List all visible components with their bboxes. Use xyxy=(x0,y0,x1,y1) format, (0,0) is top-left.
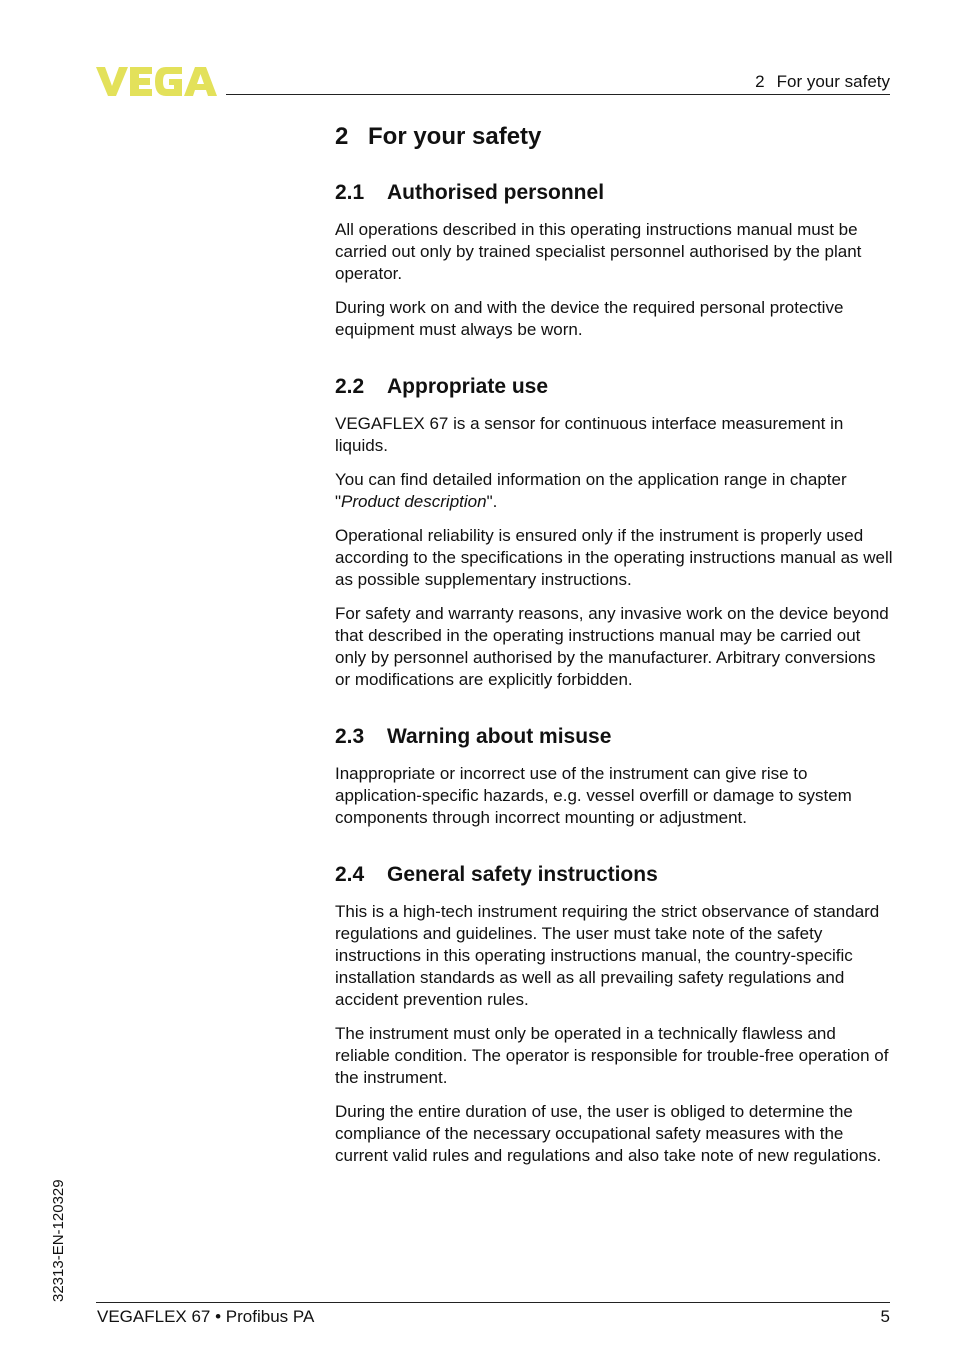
section-number: 2.3 xyxy=(335,725,365,748)
section-warning-misuse xyxy=(335,723,895,829)
section-number: 2.4 xyxy=(335,863,365,886)
section-heading xyxy=(335,723,895,751)
paragraph-text: You can find detailed information on the application range in chapter " xyxy=(335,470,847,511)
paragraph: Operational reliability is ensured only if the instrument is properly used according to the specifications in the operating instructions manual as well as possible supplementary instructions. xyxy=(335,526,893,589)
paragraph: During work on and with the device the required personal protective equipment must always be worn. xyxy=(335,298,844,339)
section-number: 2.1 xyxy=(335,181,365,204)
vega-logo xyxy=(96,66,220,97)
paragraph: VEGAFLEX 67 is a sensor for continuous interface measurement in liquids. xyxy=(335,414,844,455)
section-title: General safety instructions xyxy=(387,863,658,886)
document-code: 32313-EN-120329 xyxy=(50,1179,67,1302)
paragraph: For safety and warranty reasons, any invasive work on the device beyond that described in the operating instructions manual may be carried out only by personnel authorised by the manufacturer. Arbitrary conversions or modifications are explicitly forbidden. xyxy=(335,604,889,689)
chapter-title: For your safety xyxy=(368,123,542,150)
header-rule xyxy=(226,94,890,95)
paragraph: The instrument must only be operated in a technically flawless and reliable condition. The operator is responsible for trouble-free operation of the instrument. xyxy=(335,1024,889,1087)
page-content xyxy=(335,120,895,1199)
paragraph-text: ". xyxy=(486,492,498,511)
chapter-number: 2 xyxy=(335,123,349,150)
paragraph: During the entire duration of use, the user is obliged to determine the compliance of the necessary occupational safety measures with the current valid rules and regulations and also take note of new regulations. xyxy=(335,1102,882,1165)
chapter-heading xyxy=(335,120,895,154)
header-chapter-number: 2 xyxy=(755,72,765,91)
section-number: 2.2 xyxy=(335,375,365,398)
page-number: 5 xyxy=(880,1307,890,1326)
chapter-reference: Product description xyxy=(341,492,487,511)
footer-rule xyxy=(96,1302,890,1303)
running-header xyxy=(755,72,890,92)
section-title: Appropriate use xyxy=(387,375,549,398)
section-heading xyxy=(335,373,895,401)
footer-product: VEGAFLEX 67 • Profibus PA xyxy=(97,1307,315,1326)
header-chapter-title: For your safety xyxy=(776,72,890,91)
section-title: Warning about misuse xyxy=(387,725,612,748)
section-title: Authorised personnel xyxy=(387,181,605,204)
paragraph: All operations described in this operating instructions manual must be carried out only by trained specialist personnel authorised by the plant operator. xyxy=(335,220,862,283)
paragraph: Inappropriate or incorrect use of the instrument can give rise to application-specific hazards, e.g. vessel overfill or damage to system components through incorrect mounting or adjustment. xyxy=(335,764,852,827)
section-heading xyxy=(335,861,895,889)
section-authorised-personnel xyxy=(335,179,895,341)
section-heading xyxy=(335,179,895,207)
paragraph xyxy=(335,469,895,513)
paragraph: This is a high-tech instrument requiring the strict observance of standard regulations and guidelines. The user must take note of the safety instructions in this operating instructions manual, the country-specific installation standards as well as all prevailing safety regulations and accident prevention rules. xyxy=(335,902,880,1009)
section-general-safety xyxy=(335,861,895,1167)
section-appropriate-use xyxy=(335,373,895,691)
